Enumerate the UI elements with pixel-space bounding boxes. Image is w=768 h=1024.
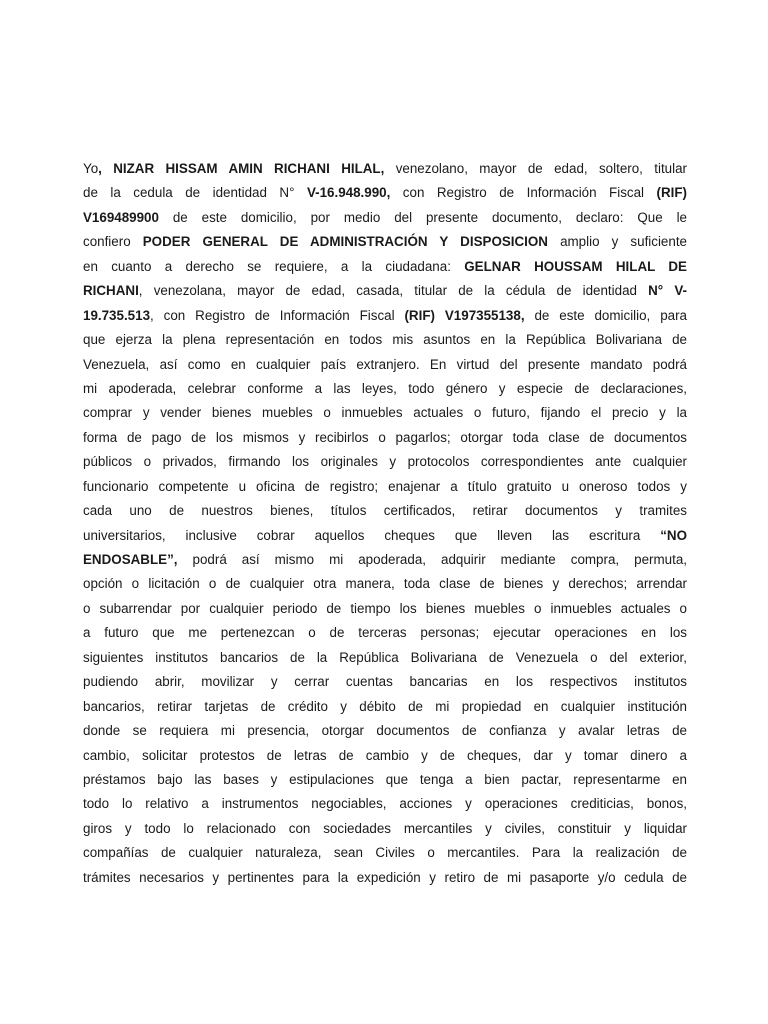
text-line [83,597,687,621]
text-line [83,646,687,670]
text-run: a futuro que me pertenezcan o de terceras personas; ejecutar operaciones en los [83,625,687,641]
text-line [83,817,687,841]
text-line [83,279,687,303]
text-line [83,695,687,719]
text-line [83,255,687,279]
text-run: donde se requiera mi presencia, otorgar documentos de confianza y avalar letras de [83,723,687,739]
text-run: , con Registro de Información Fiscal [150,307,405,323]
bold-text-run: V169489900 [83,209,159,225]
text-run: en cuanto a derecho se requiere, a la ciudadana: [83,258,465,274]
text-line [83,426,687,450]
text-run: giros y todo lo relacionado con sociedades mercantiles y civiles, constituir y liquidar [83,820,687,836]
text-line [83,206,687,230]
text-run: préstamos bajo las bases y estipulaciones que tenga a bien pactar, representarme en [83,771,687,787]
text-line [83,353,687,377]
text-run: de este domicilio, para [524,307,687,323]
text-run: Yo [83,161,99,176]
bold-text-run: , NIZAR HISSAM AMIN RICHANI HILAL, [98,161,385,176]
text-run: cambio, solicitar protestos de letras de cambio y de cheques, dar y tomar dinero a [83,747,687,763]
text-line [83,719,687,743]
bold-text-run: V-16.948.990, [306,185,391,201]
text-run: de la cedula de identidad N° [83,185,307,201]
text-run: que ejerza la plena representación en todos mis asuntos en la República Bolivariana de [83,332,687,348]
text-run: mi apoderada, celebrar conforme a las leyes, todo género y especie de declaraciones, [83,380,687,396]
text-line [83,548,687,572]
text-run: cada uno de nuestros bienes, títulos certificados, retirar documentos y tramites [83,503,687,519]
text-line [83,792,687,816]
power-of-attorney-text [83,157,687,890]
text-run: trámites necesarios y pertinentes para la expedición y retiro de mi pasaporte y/o cedula de [83,869,687,885]
bold-text-run: 19.735.513 [83,307,151,323]
text-run: públicos o privados, firmando los originales y protocolos correspondientes ante cualquier [83,454,687,470]
text-line [83,499,687,523]
text-run: siguientes institutos bancarios de la República Bolivariana de Venezuela o del exterior, [83,649,687,665]
text-run: todo lo relativo a instrumentos negociables, acciones y operaciones crediticias, bonos, [83,796,687,812]
bold-text-run: GELNAR HOUSSAM HILAL DE [464,258,687,274]
text-line [83,401,687,425]
text-line [83,475,687,499]
text-line [83,450,687,474]
text-run: o subarrendar por cualquier periodo de tiempo los bienes muebles o inmuebles actuales o [83,600,687,616]
text-line [83,670,687,694]
text-run: universitarios, inclusive cobrar aquellos cheques que lleven las escritura [83,527,661,543]
text-run: Venezuela, así como en cualquier país extranjero. En virtud del presente mandato podrá [83,356,687,372]
bold-text-run: “NO [660,527,687,543]
bold-text-run: ENDOSABLE”, [83,552,178,567]
text-line [83,866,687,890]
bold-text-run: N° V- [648,283,687,299]
text-line [83,377,687,401]
text-line [83,524,687,548]
text-run: podrá así mismo mi apoderada, adquirir mediante compra, permuta, [177,552,687,567]
text-run: amplio y suficiente [547,234,687,250]
text-run: , venezolana, mayor de edad, casada, titular de la cédula de identidad [138,283,649,299]
text-run: bancarios, retirar tarjetas de crédito y débito de mi propiedad en cualquier institución [83,698,687,714]
text-run: de este domicilio, por medio del presente documento, declaro: Que le [158,209,687,225]
text-line [83,328,687,352]
bold-text-run: RICHANI [83,283,139,299]
text-line [83,841,687,865]
text-line [83,744,687,768]
bold-text-run: PODER GENERAL DE ADMINISTRACIÓN Y DISPOSICION [142,234,548,250]
text-line [83,181,687,205]
text-run: funcionario competente u oficina de registro; enajenar a título gratuito u oneroso todos y [83,478,687,494]
text-run: con Registro de Información Fiscal [390,185,657,201]
text-line [83,230,687,254]
text-run: venezolano, mayor de edad, soltero, titular [384,161,687,176]
text-line [83,157,687,181]
text-run: pudiendo abrir, movilizar y cerrar cuentas bancarias en los respectivos institutos [83,674,687,690]
text-run: forma de pago de los mismos y recibirlos o pagarlos; otorgar toda clase de documentos [83,429,687,445]
text-run: comprar y vender bienes muebles o inmuebles actuales o futuro, fijando el precio y la [83,405,687,421]
text-run: opción o licitación o de cualquier otra manera, toda clase de bienes y derechos; arrendar [83,576,687,592]
text-line [83,572,687,596]
text-run: compañías de cualquier naturaleza, sean Civiles o mercantiles. Para la realización de [83,845,687,861]
bold-text-run: (RIF) [656,185,687,201]
text-line [83,621,687,645]
text-line [83,304,687,328]
text-run: confiero [83,234,143,250]
bold-text-run: (RIF) V197355138, [404,307,525,323]
text-line [83,768,687,792]
